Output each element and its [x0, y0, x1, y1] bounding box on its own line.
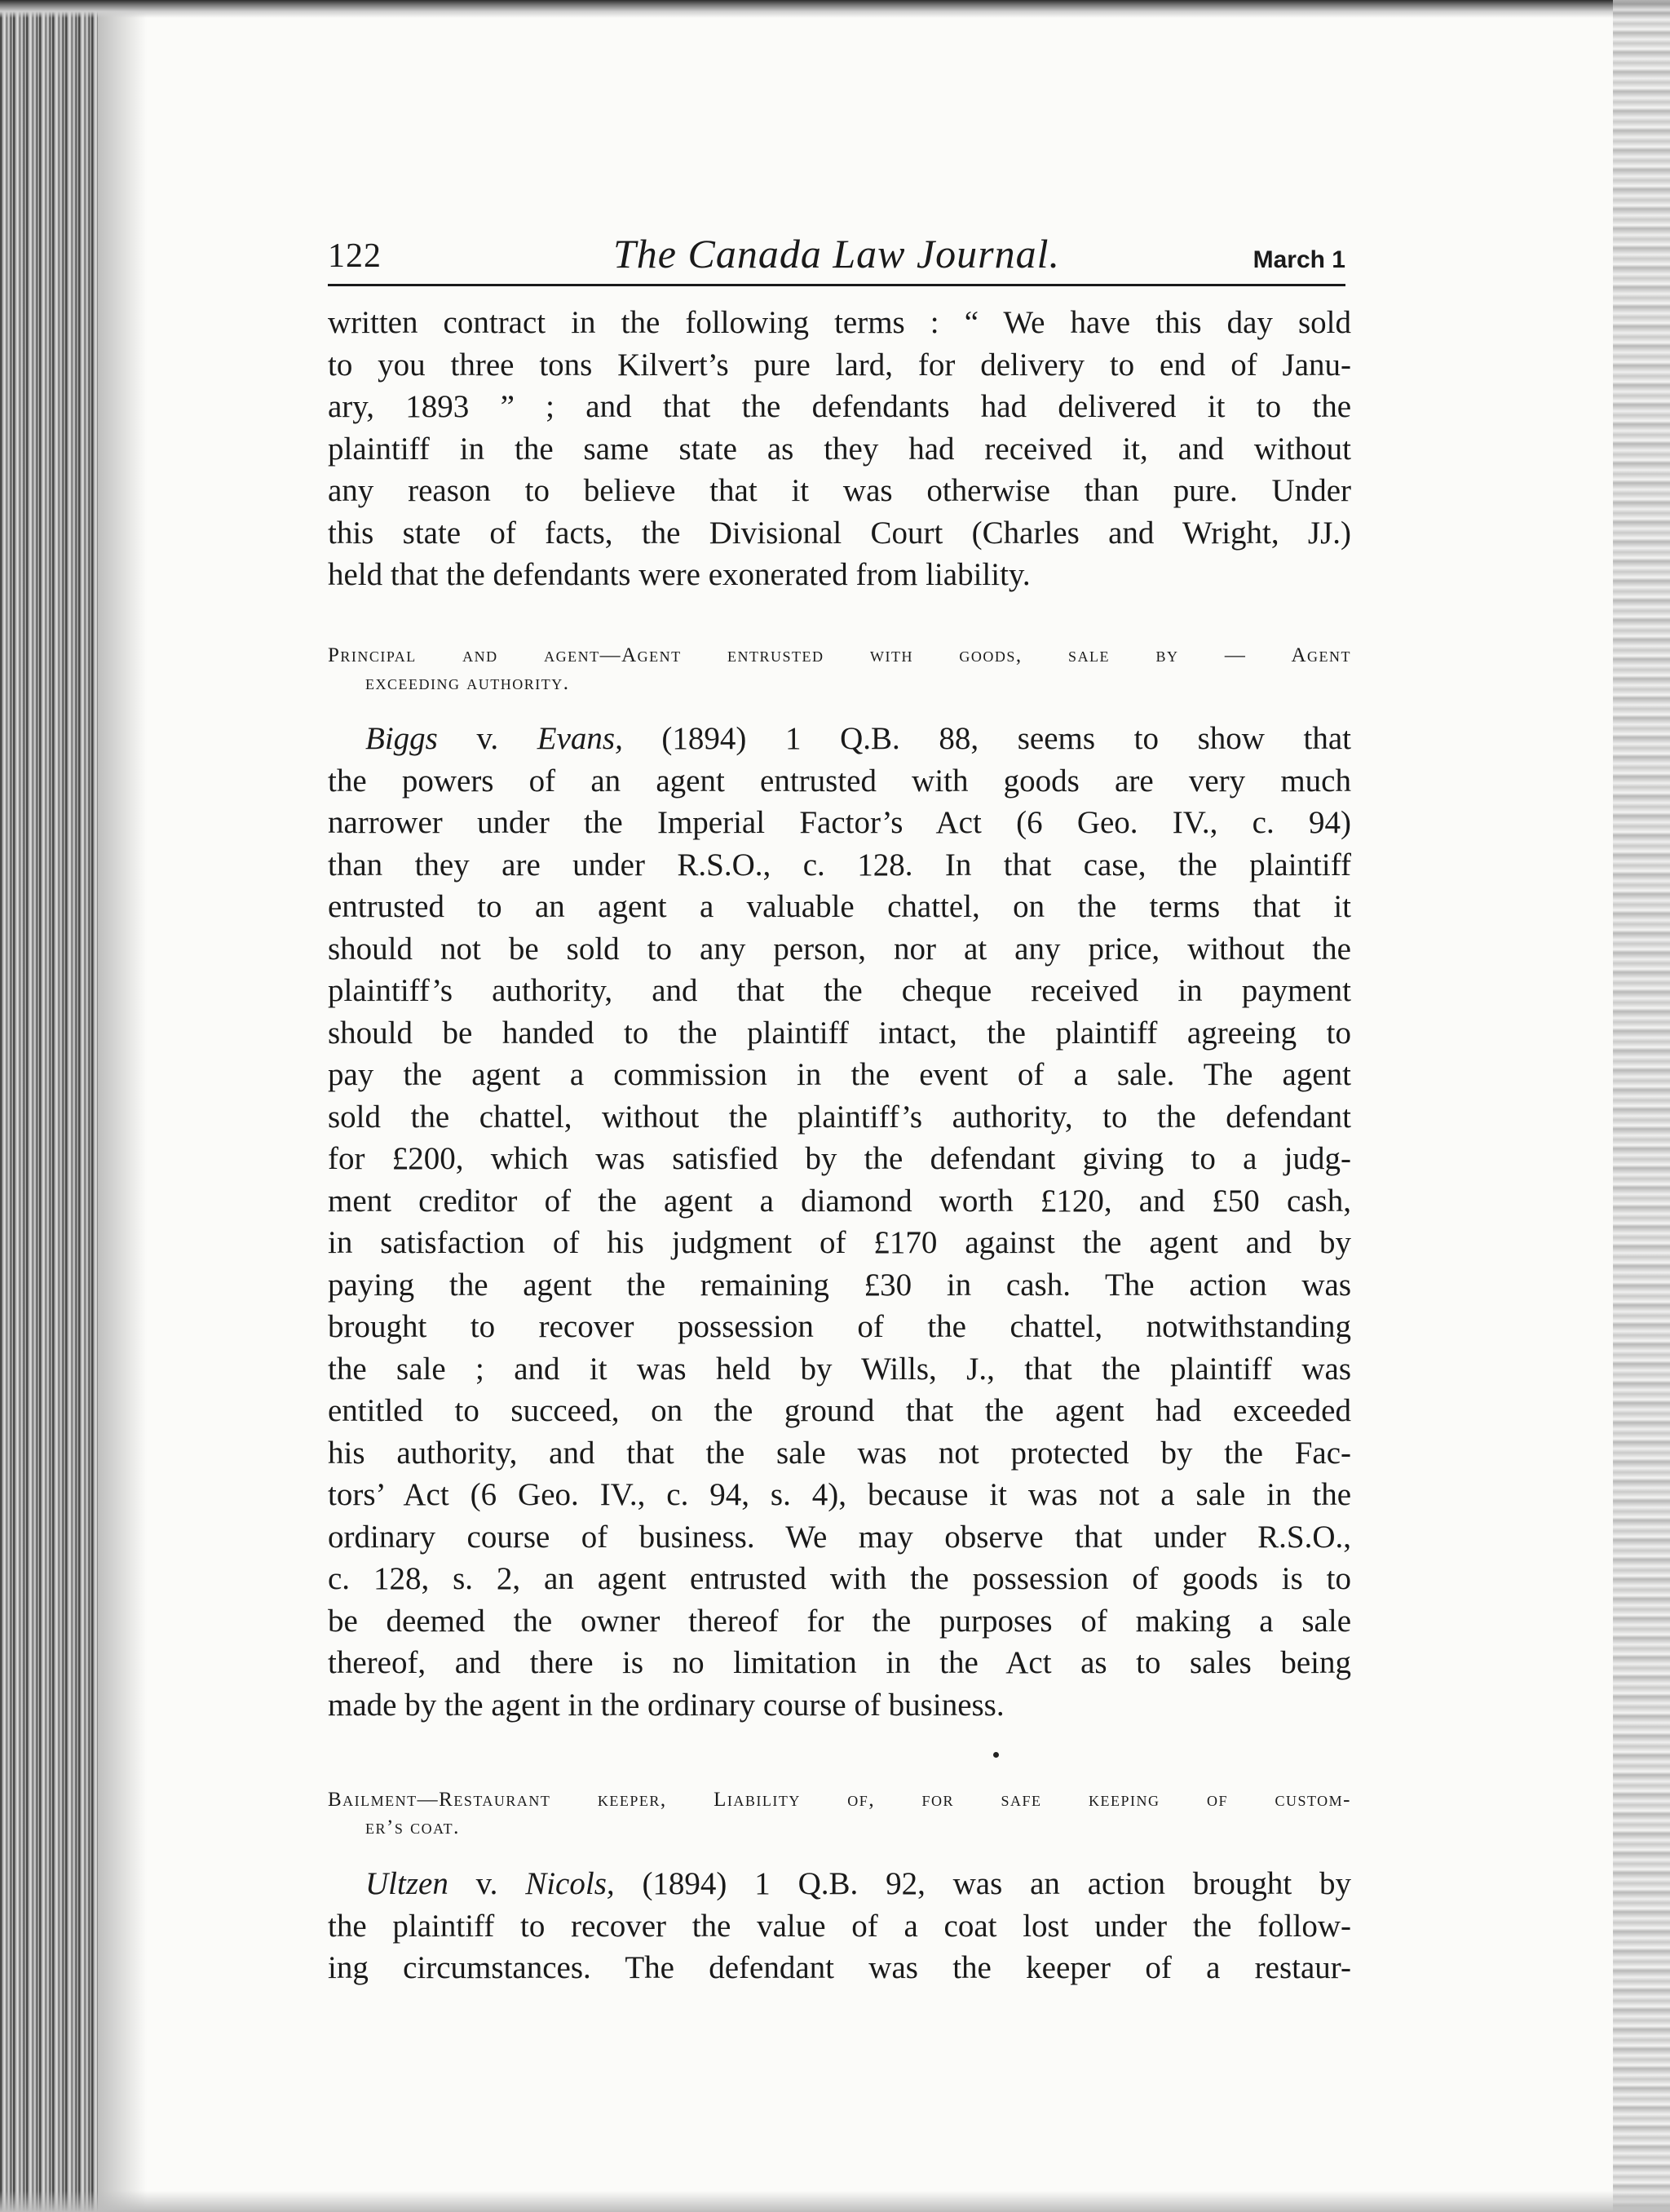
text-line: should not be sold to any person, nor at any price, without the	[328, 931, 1351, 967]
text-line: entitled to succeed, on the ground that the agent had exceeded	[328, 1393, 1351, 1428]
text-line: ordinary course of business. We may observe that under R.S.O.,	[328, 1519, 1351, 1555]
text-line: tors’ Act (6 Geo. IV., c. 94, s. 4), because it was not a sale in the	[328, 1477, 1351, 1512]
section-heading-principal-agent	[328, 642, 1351, 697]
biggs-v-evans-paragraph	[328, 718, 1351, 1726]
text-line: thereof, and there is no limitation in the Act as to sales being	[328, 1645, 1351, 1680]
case-versus: v.	[448, 1866, 526, 1901]
text-line: for £200, which was satisfied by the defendant giving to a judg-	[328, 1141, 1351, 1176]
heading-line: Bailment—Restaurant keeper, Liability of, for safe keeping of custom-	[328, 1789, 1351, 1811]
text-line: pay the agent a commission in the event of a sale. The agent	[328, 1057, 1351, 1092]
text-line: his authority, and that the sale was not protected by the Fac-	[328, 1435, 1351, 1471]
text-line: than they are under R.S.O., c. 128. In that case, the plaintiff	[328, 847, 1351, 883]
intro-paragraph	[328, 302, 1351, 596]
journal-title: The Canada Law Journal.	[612, 231, 1061, 276]
text-line: entrusted to an agent a valuable chattel, on the terms that it	[328, 889, 1351, 924]
right-scan-edge	[1613, 0, 1670, 2212]
case-name: Ultzen	[365, 1866, 448, 1901]
text-line: the plaintiff to recover the value of a coat lost under the follow-	[328, 1908, 1351, 1944]
text-line	[328, 1863, 1351, 1905]
citation: (1894) 1 Q.B. 88, seems to show that	[622, 721, 1351, 756]
case-party: Nicols,	[525, 1866, 615, 1901]
text-line: the powers of an agent entrusted with goods are very much	[328, 763, 1351, 799]
text-line: plaintiff’s authority, and that the cheque received in payment	[328, 973, 1351, 1008]
ultzen-v-nicols-paragraph	[328, 1863, 1351, 1989]
text-line: brought to recover possession of the chattel, notwithstanding	[328, 1309, 1351, 1344]
text-line: ment creditor of the agent a diamond worth £120, and £50 cash,	[328, 1183, 1351, 1219]
text-line: this state of facts, the Divisional Court (Charles and Wright, JJ.)	[328, 515, 1351, 551]
heading-line: er’s coat.	[365, 1816, 460, 1838]
bottom-scan-edge	[0, 2191, 1670, 2212]
citation: (1894) 1 Q.B. 92, was an action brought by	[614, 1866, 1352, 1901]
text-line: to you three tons Kilvert’s pure lard, for delivery to end of Janu-	[328, 347, 1351, 383]
text-line: written contract in the following terms : “ We have this day sold	[328, 305, 1351, 340]
text-line: in satisfaction of his judgment of £170 against the agent and by	[328, 1225, 1351, 1260]
text-line: any reason to believe that it was otherwise than pure. Under	[328, 473, 1351, 508]
text-line: the sale ; and it was held by Wills, J., that the plaintiff was	[328, 1351, 1351, 1387]
text-line: held that the defendants were exonerated from liability.	[328, 557, 1031, 592]
running-head	[328, 230, 1345, 286]
text-line: should be handed to the plaintiff intact, the plaintiff agreeing to	[328, 1015, 1351, 1051]
top-scan-edge	[0, 0, 1670, 18]
binding-gutter-shadow	[98, 0, 147, 2212]
heading-line: exceeding authority.	[365, 672, 570, 694]
section-heading-bailment	[328, 1786, 1351, 1842]
text-line: ing circumstances. The defendant was the keeper of a restaur-	[328, 1950, 1351, 1985]
text-line: narrower under the Imperial Factor’s Act (6 Geo. IV., c. 94)	[328, 805, 1351, 840]
case-versus: v.	[437, 721, 537, 756]
separator-dot	[993, 1752, 999, 1758]
page-number: 122	[328, 237, 382, 275]
text-line: plaintiff in the same state as they had received it, and without	[328, 431, 1351, 467]
heading-line: Principal and agent—Agent entrusted with goods, sale by — Agent	[328, 644, 1351, 666]
text-line: sold the chattel, without the plaintiff’s authority, to the defendant	[328, 1099, 1351, 1135]
text-line: paying the agent the remaining £30 in cash. The action was	[328, 1267, 1351, 1303]
text-line: c. 128, s. 2, an agent entrusted with the possession of goods is to	[328, 1561, 1351, 1596]
case-name: Biggs	[365, 721, 438, 756]
text-line: ary, 1893 ” ; and that the defendants had delivered it to the	[328, 389, 1351, 424]
text-line	[328, 718, 1351, 760]
text-line: be deemed the owner thereof for the purposes of making a sale	[328, 1603, 1351, 1639]
issue-date: March 1	[1252, 246, 1345, 273]
case-party: Evans,	[537, 721, 623, 756]
binding-edge-shadow	[0, 0, 98, 2212]
text-line: made by the agent in the ordinary course of business.	[328, 1687, 1005, 1723]
